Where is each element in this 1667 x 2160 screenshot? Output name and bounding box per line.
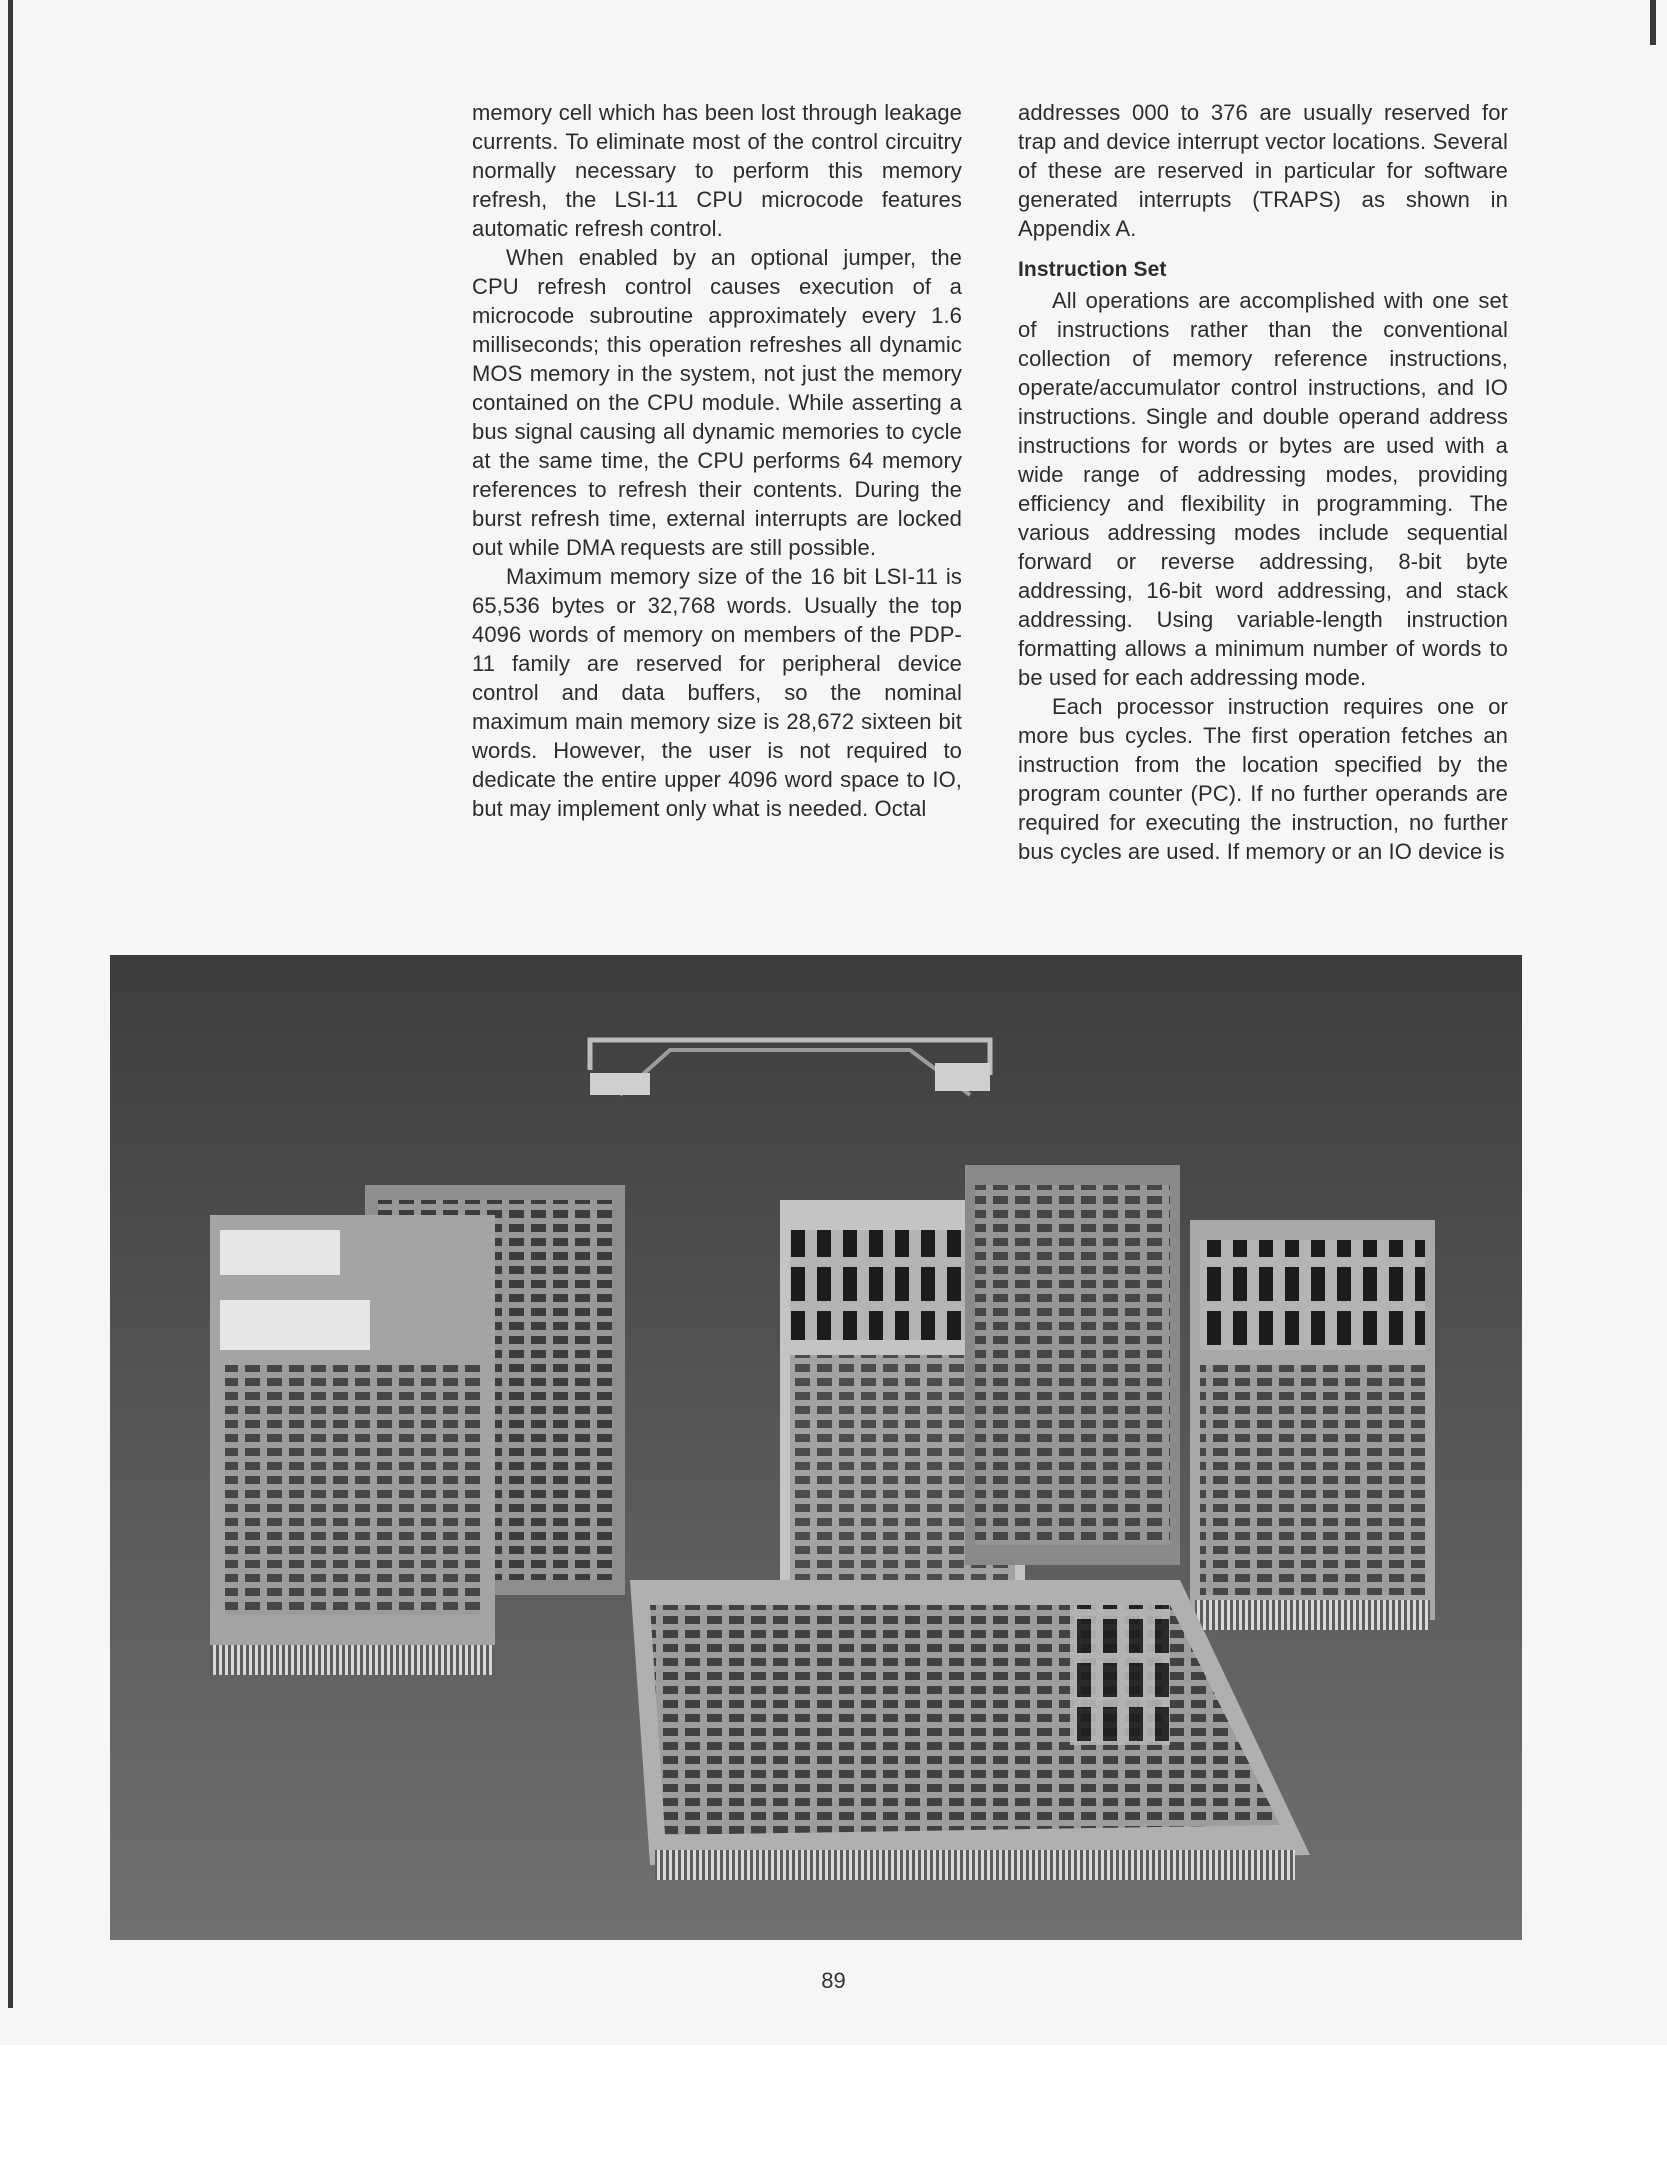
- right-paragraph-2: Each processor instruction requires one or more bus cycles. The first operation fetches an instruction from the location specified by the program counter (PC). If no further operands are required for executing the instruction, no further bus cycles are used. If memory or an IO device is: [1018, 694, 1508, 864]
- left-text-column: [472, 98, 962, 823]
- scan-edge-left: [8, 0, 13, 2008]
- right-text-column: [1018, 98, 1508, 866]
- circuit-boards-photo: [110, 955, 1522, 1940]
- left-paragraph-1: memory cell which has been lost through leakage currents. To eliminate most of the control circuitry normally necessary to perform this memory refresh, the LSI-11 CPU microcode features automatic refresh control.: [472, 100, 962, 241]
- left-paragraph-3: Maximum memory size of the 16 bit LSI-11 is 65,536 bytes or 32,768 words. Usually the top 4096 words of memory on members of the PDP-11 family are reserved for peripheral device control and data buffers, so the nominal maximum main memory size is 28,672 sixteen bit words. However, the user is not required to dedicate the entire upper 4096 word space to IO, but may implement only what is needed. Octal: [472, 564, 962, 821]
- left-paragraph-2: When enabled by an optional jumper, the CPU refresh control causes execution of a microcode subroutine approximately every 1.6 milliseconds; this operation refreshes all dynamic MOS memory in the system, not just the memory contained on the CPU module. While asserting a bus signal causing all dynamic memories to cycle at the same time, the CPU performs 64 memory references to refresh their contents. During the burst refresh time, external interrupts are locked out while DMA requests are still possible.: [472, 245, 962, 560]
- right-intro-paragraph: addresses 000 to 376 are usually reserved for trap and device interrupt vector locations. Several of these are reserved in particular for software generated interrupts (TRAPS) as shown in Appendix A.: [1018, 100, 1508, 241]
- right-paragraph-1: All operations are accomplished with one set of instructions rather than the conventional collection of memory reference instructions, operate/accumulator control instructions, and IO instructions. Single and double operand address instructions for words or bytes are used with a wide range of addressing modes, providing efficiency and flexibility in programming. The various addressing modes include sequential forward or reverse addressing, 8-bit byte addressing, 16-bit word addressing, and stack addressing. Using variable-length instruction formatting allows a minimum number of words to be used for each addressing mode.: [1018, 288, 1508, 690]
- scan-edge-right: [1650, 0, 1656, 45]
- section-heading: Instruction Set: [1018, 258, 1167, 281]
- page-number: 89: [821, 1968, 846, 1993]
